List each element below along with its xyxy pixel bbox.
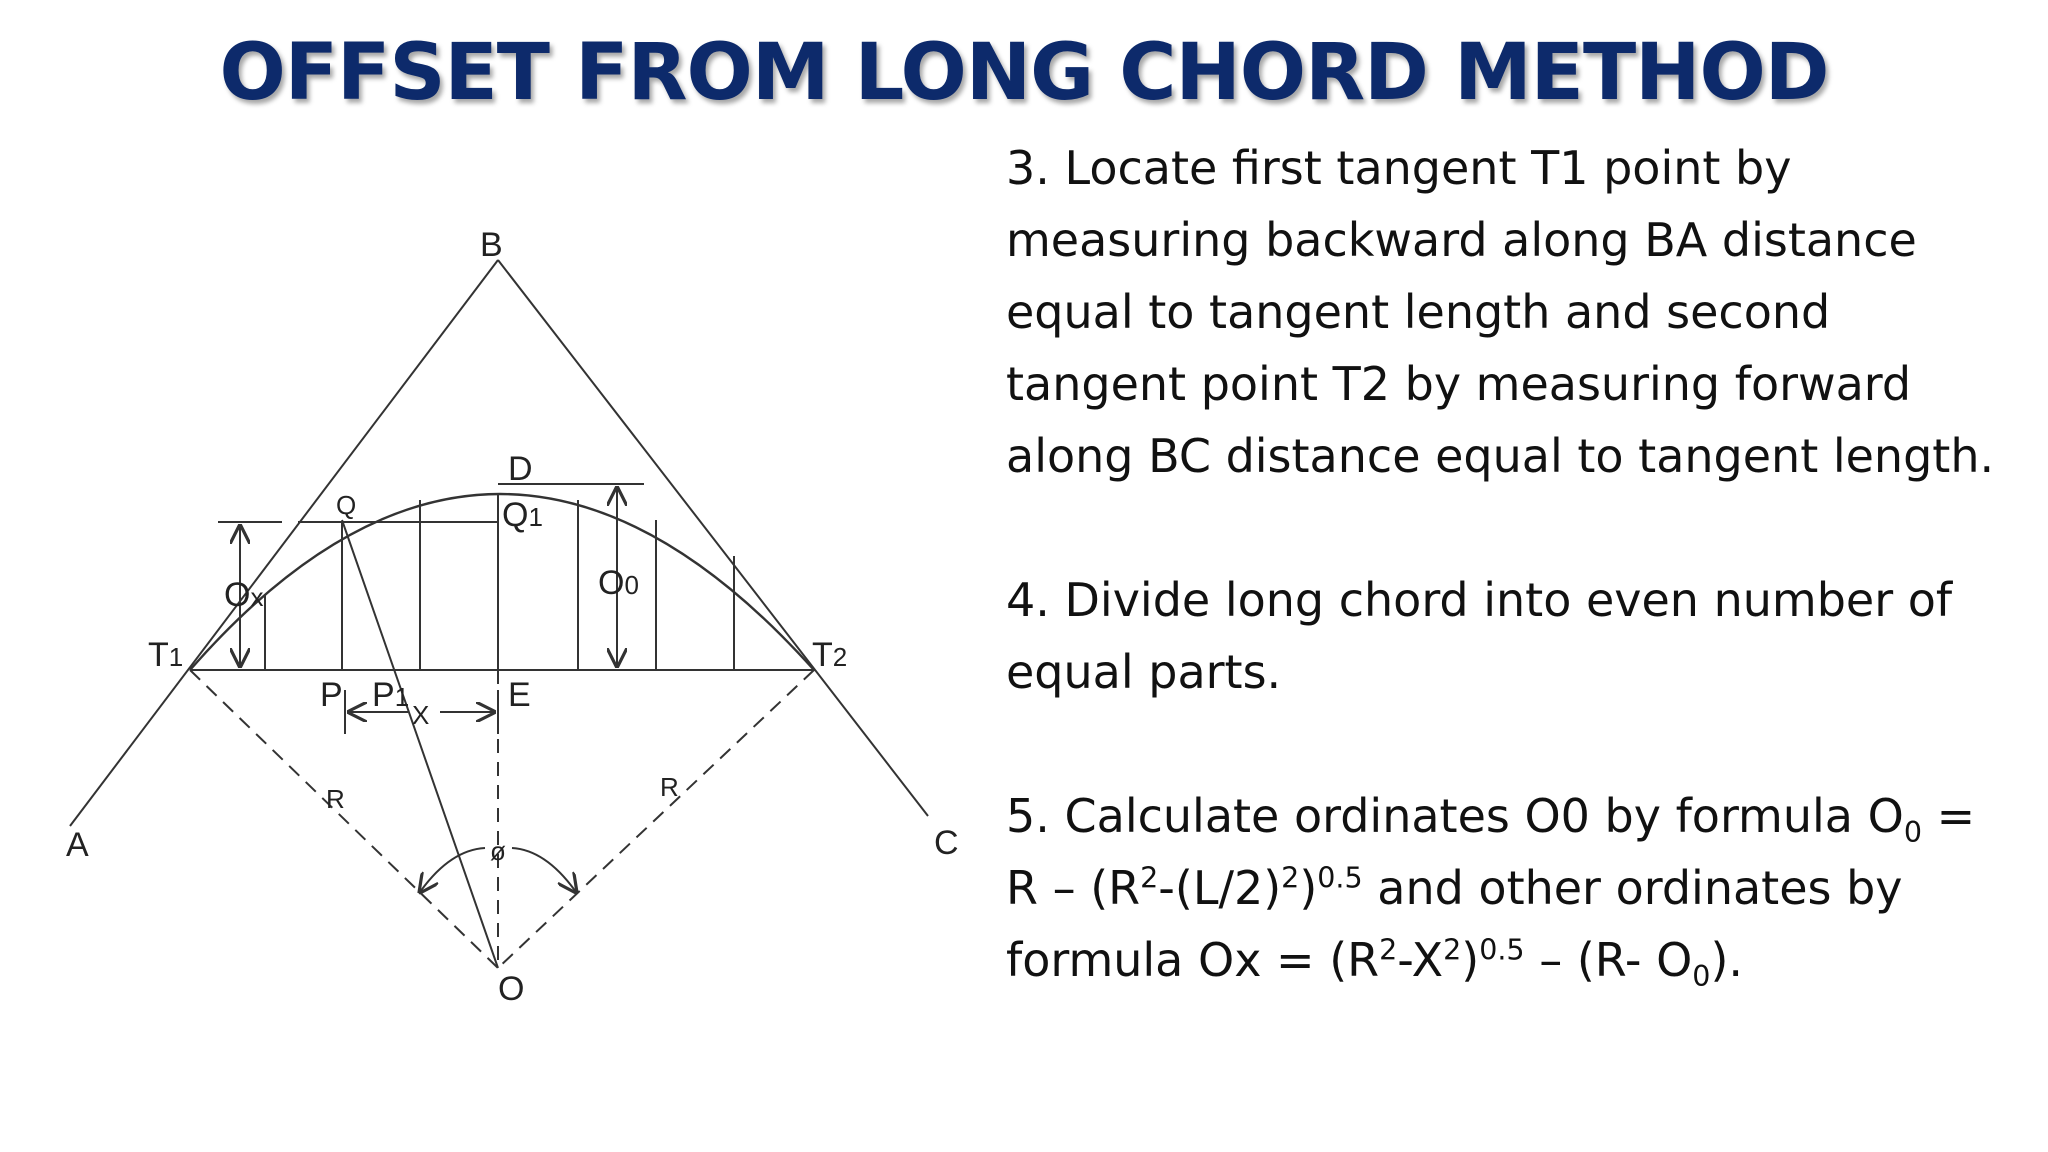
angle-arc-left <box>420 848 485 892</box>
label-q1: Q1 <box>502 496 543 534</box>
label-b: B <box>480 226 503 264</box>
label-a: A <box>66 826 89 864</box>
label-r-left: R <box>326 784 345 814</box>
label-ox: Ox <box>224 576 264 614</box>
label-q: Q <box>336 490 357 520</box>
step-4: 4. Divide long chord into even number of equal parts. <box>1006 573 1953 699</box>
tangent-line-ba <box>70 260 498 826</box>
label-d: D <box>508 450 533 488</box>
angle-arc-right <box>512 848 576 892</box>
steps-text <box>1006 132 2016 996</box>
label-r-right: R <box>660 772 679 802</box>
label-phi: ø <box>490 836 506 866</box>
label-p: P <box>320 676 343 714</box>
label-o0: O0 <box>598 564 639 602</box>
label-p1: P1 <box>372 676 410 714</box>
tangent-line-bc <box>498 260 928 816</box>
label-o: O <box>498 970 525 1008</box>
label-t1: T1 <box>148 636 184 674</box>
label-e: E <box>508 676 531 714</box>
step-5: 5. Calculate ordinates O0 by formula $O_0 = R - (R^2-(L/2)^2)^{0.5}$ and other ordinates by formula $Ox = (R^2-X^2)^{0.5} - (R-$ $O_0$). <box>1006 789 1976 994</box>
curve-diagram <box>0 0 1000 1152</box>
radius-line-right <box>498 670 814 968</box>
label-x: X <box>412 700 430 730</box>
label-t2: T2 <box>812 636 848 674</box>
label-c: C <box>934 824 959 862</box>
slide-title: OFFSET FROM LONG CHORD METHOD <box>219 28 1829 118</box>
step-3: 3. Locate first tangent T1 point by measuring backward along BA distance equal to tangent length and second tangent point T2 by measuring forward along BC distance equal to tangent length. <box>1006 141 1995 483</box>
